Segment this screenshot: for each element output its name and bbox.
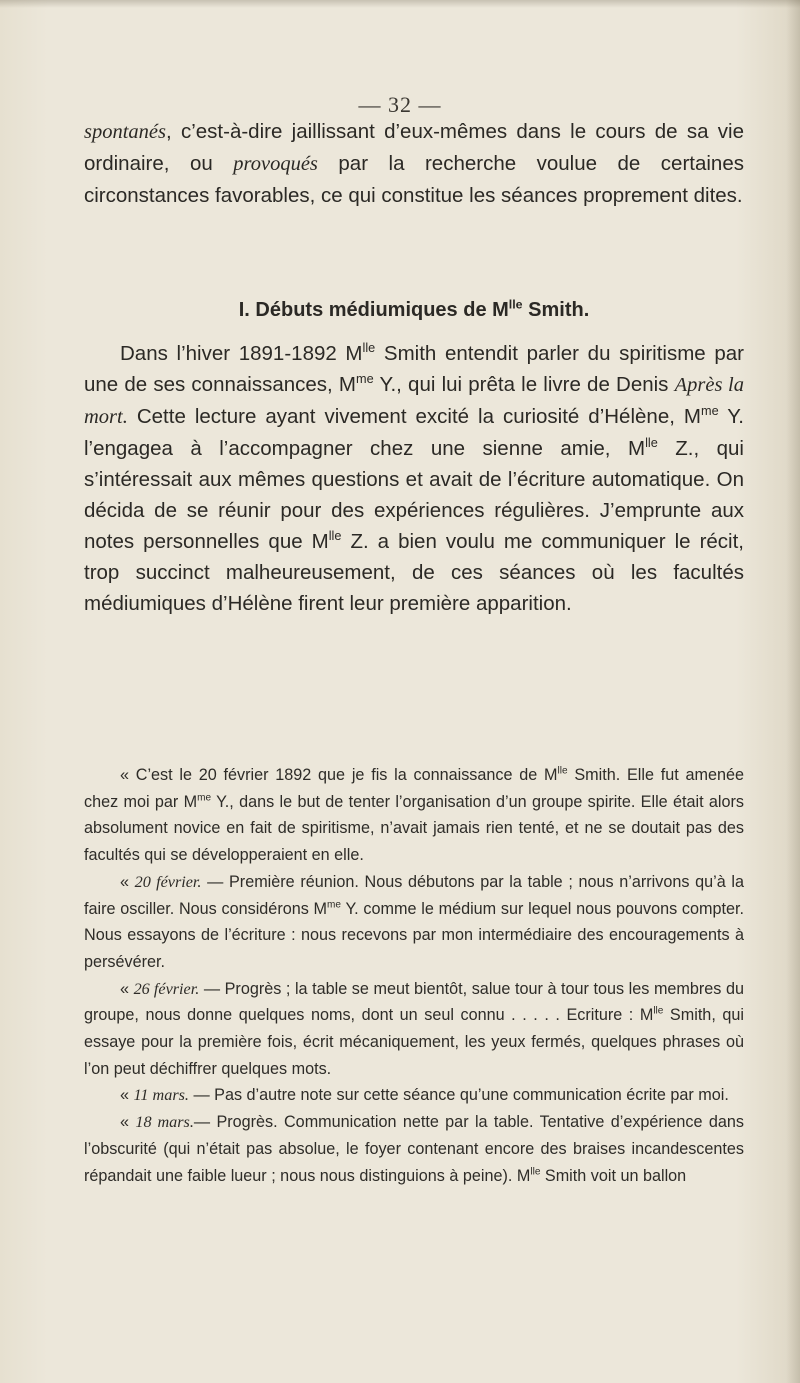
text-span: Y. l’engagea à l’accompagner chez une sienne amie, M	[84, 405, 744, 460]
quote-mark: «	[120, 979, 134, 998]
text-span: Smith. Elle fut amenée chez moi par M	[84, 766, 744, 811]
text-span: — Progrès. Communication nette par la table. Tentative d’expérience dans l’obscurité (qui n’était pas absolue, le foyer contenant encore des braises incandescentes répandait une faible lueur ; nous nous distinguions à peine). M	[84, 1113, 744, 1185]
text-span: Cette lecture ayant vivement excité la curiosité d’Hélène, M	[127, 405, 701, 428]
book-title: Après la mort.	[84, 374, 744, 428]
text-span: Smith, qui essaye pour la première fois, écrit mécaniquement, les yeux fermés, quelques phrases où l’on peut déchiffrer quelques mots.	[84, 1006, 744, 1078]
paragraph-continuation	[84, 116, 744, 211]
text-span: , c’est-à-dire jaillissant d’eux-mêmes dans le cours de sa vie ordinaire, ou	[84, 120, 744, 175]
superscript: lle	[362, 340, 376, 356]
superscript: lle	[530, 1166, 541, 1178]
italic-word: provoqués	[233, 153, 318, 175]
text-span: Dans l’hiver 1891-1892 M	[120, 342, 363, 365]
quoted-notes	[84, 762, 744, 1189]
quote-mark: «	[120, 872, 135, 891]
superscript: lle	[557, 765, 568, 777]
text-span: Y., dans le but de tenter l’organisation d’un groupe spirite. Elle était alors absolument novice en fait de spiritisme, n’avait jamais rien tenté, et ne se doutait pas des facultés qui se développeraient en elle.	[84, 792, 744, 865]
heading-superscript: lle	[508, 297, 523, 312]
text-span: Y., qui lui prêta le livre de Denis	[373, 373, 675, 396]
quote-paragraph	[84, 762, 744, 869]
entry-date: 20 février.	[134, 872, 202, 891]
page-number: — 32 —	[358, 92, 442, 117]
quote-mark: «	[120, 1086, 134, 1105]
text-span: Y. comme le médium sur lequel nous pouvons compter. Nous essayons de l’écriture : nous recevons par mon intermédiaire des encouragements à persévérer.	[84, 899, 745, 971]
heading-text: Smith.	[522, 299, 590, 321]
text-span: « C’est le 20 février 1892 que je fis la connaissance de M	[120, 766, 558, 784]
text-span: Smith voit un ballon	[540, 1166, 687, 1185]
paragraph-main	[84, 338, 744, 619]
section-heading	[84, 299, 744, 322]
quote-mark: «	[120, 1113, 136, 1132]
text-span: par la recherche voulue de certaines circonstances favorables, ce qui constitue les séances proprement dites.	[84, 152, 744, 207]
entry-date: 11 mars.	[133, 1086, 189, 1105]
text-span: — Première réunion. Nous débutons par la table ; nous n’arrivons qu’à la faire osciller. Nous considérons M	[84, 872, 744, 918]
italic-word: spontanés	[84, 121, 166, 143]
entry-date: 18 mars.	[135, 1113, 194, 1132]
text-span: — Pas d’autre note sur cette séance qu’une communication écrite par moi.	[188, 1086, 729, 1105]
entry-date: 26 février.	[133, 979, 200, 998]
quote-paragraph	[84, 976, 744, 1083]
text-span: Smith entendit parler du spiritisme par une de ses connaissances, M	[84, 342, 744, 396]
text-span: — Progrès ; la table se meut bientôt, salue tour à tour tous les membres du groupe, nous donne quelques noms, dont un seul connu . . . . . Ecriture : M	[84, 979, 744, 1025]
superscript: lle	[328, 528, 342, 544]
superscript: me	[700, 403, 719, 419]
superscript: me	[355, 371, 374, 387]
text-span: Z., qui s’intéressait aux mêmes questions et avait de l’écriture automatique. On décida de se réunir pour des expériences régulières. J’emprunte aux notes personnelles que M	[84, 437, 744, 553]
quote-paragraph	[84, 869, 744, 976]
quote-paragraph	[84, 1082, 744, 1109]
heading-text: I. Débuts médiumiques de M	[238, 299, 509, 321]
superscript: me	[197, 792, 212, 804]
superscript: me	[327, 899, 341, 911]
superscript: lle	[653, 1005, 664, 1017]
page-shadow-top	[0, 0, 800, 8]
quote-paragraph	[84, 1109, 744, 1189]
text-span: Z. a bien voulu me communiquer le récit, trop succinct malheureusement, de ces séances où les facultés médiumiques d’Hélène firent leur première apparition.	[84, 530, 744, 615]
superscript: lle	[645, 435, 658, 451]
page-shadow-right	[786, 0, 800, 1383]
